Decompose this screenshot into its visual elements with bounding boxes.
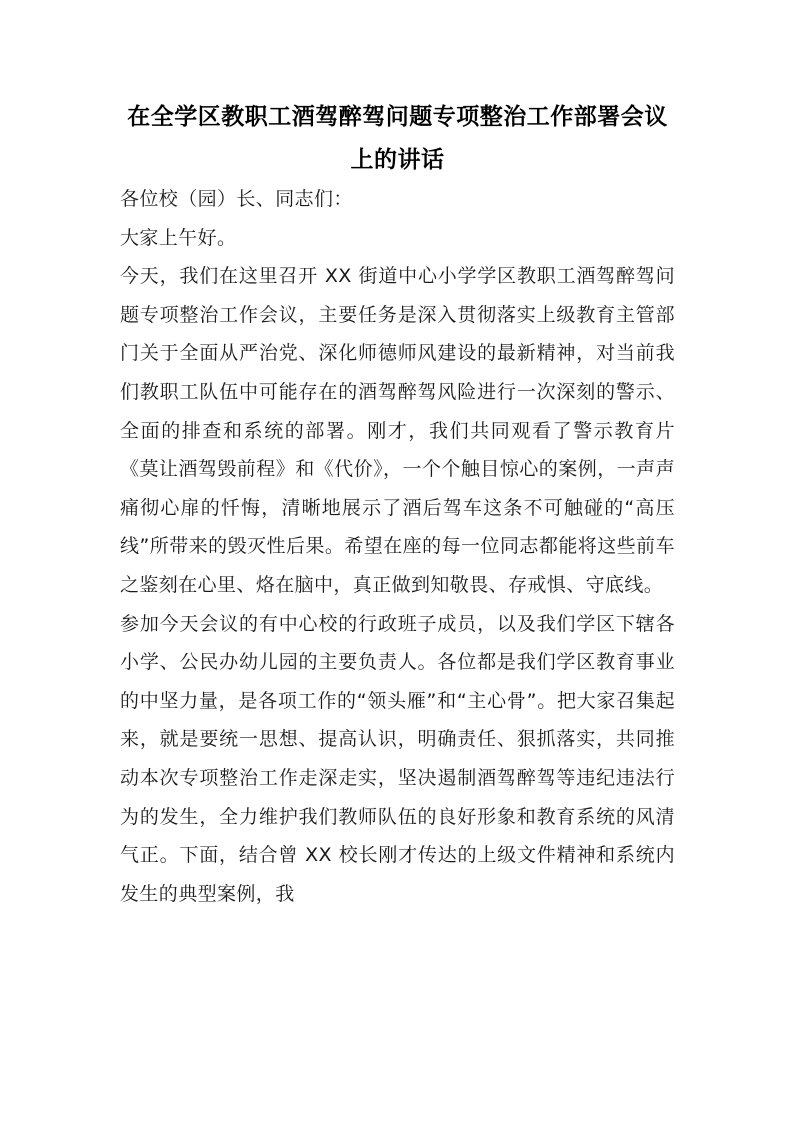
document-body — [120, 180, 675, 913]
document-title: 在全学区教职工酒驾醉驾问题专项整治工作部署会议上的讲话 — [127, 103, 668, 173]
paragraph-attendees: 参加今天会议的有中心校的行政班子成员，以及我们学区下辖各小学、公民办幼儿园的主要负责人。各位都是我们学区教育事业的中坚力量，是各项工作的“领头雁”和“主心骨”。把大家召集起来，就是要统一思想、提高认识，明确责任、狠抓落实，共同推动本次专项整治工作走深走实，坚决遏制酒驾醉驾等违纪违法行为的发生，全力维护我们教师队伍的良好形象和教育系统的风清气正。下面，结合曾 XX 校长刚才传达的上级文件精神和系统内发生的典型案例，我 — [120, 612, 675, 905]
salutation: 各位校（园）长、同志们： — [120, 188, 353, 210]
greeting: 大家上午好。 — [120, 226, 237, 249]
paragraph-intro: 今天，我们在这里召开 XX 街道中心小学学区教职工酒驾醉驾问题专项整治工作会议，主要任务是深入贯彻落实上级教育主管部门关于全面从严治党、深化师德师风建设的最新精神，对当前我们教职工队伍中可能存在的酒驾醉驾风险进行一次深刻的警示、全面的排查和系统的部署。刚才，我们共同观看了警示教育片《莫让酒驾毁前程》和《代价》，一个个触目惊心的案例，一声声痛彻心扉的忏悔，清晰地展示了酒后驾车这条不可触碰的“高压线”所带来的毁灭性后果。希望在座的每一位同志都能将这些前车之鉴刻在心里、烙在脑中，真正做到知敬畏、存戒惧、守底线。 — [120, 265, 675, 596]
